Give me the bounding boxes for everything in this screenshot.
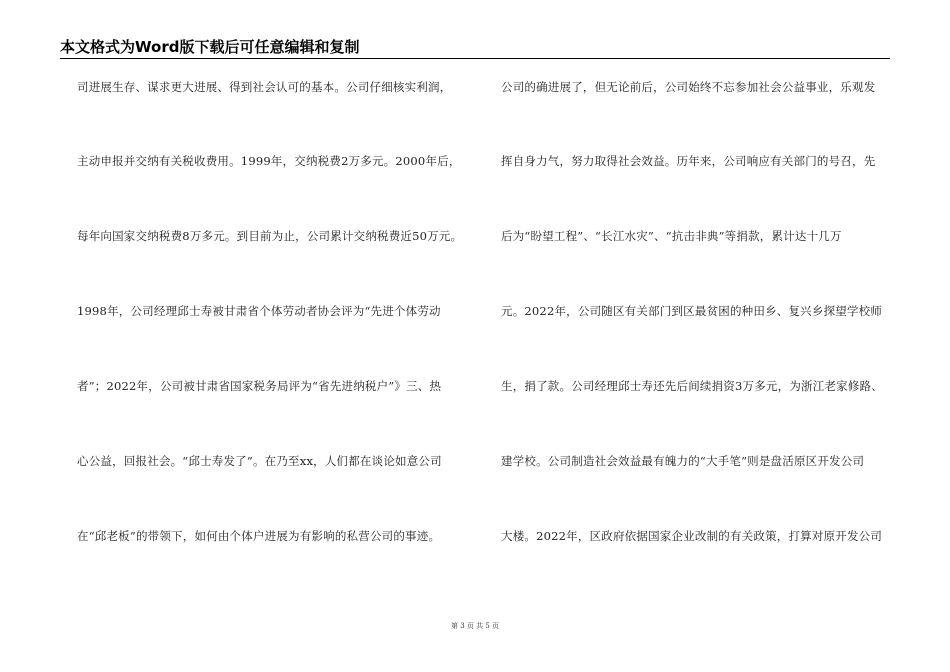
- right-line-1: 公司的确进展了，但无论前后，公司始终不忘参加社会公益事业，乐观发: [501, 80, 876, 94]
- page-number-footer: 第 3 页 共 5 页: [450, 622, 500, 630]
- left-line-7: 在“邱老板”的带领下，如何由个体户进展为有影响的私营公司的事迹。: [77, 529, 441, 543]
- right-line-7: 大楼。2022年，区政府依据国家企业改制的有关政策，打算对原开发公司: [501, 529, 883, 543]
- right-line-2: 挥自身力气，努力取得社会效益。历年来，公司响应有关部门的号召，先: [501, 154, 876, 168]
- right-line-4: 元。2022年，公司随区有关部门到区最贫困的种田乡、复兴乡探望学校师: [501, 304, 883, 318]
- left-line-6: 心公益，回报社会。“邱士寿发了”。在乃至xx，人们都在谈论如意公司: [77, 454, 442, 468]
- document-header-title: 本文格式为Word版下载后可任意编辑和复制: [60, 38, 360, 56]
- right-line-6: 建学校。公司制造社会效益最有魄力的“大手笔”则是盘活原区开发公司: [501, 454, 865, 468]
- header-divider: [60, 58, 890, 59]
- left-line-5: 者”；2022年，公司被甘肃省国家税务局评为“省先进纳税户”》三、热: [77, 379, 442, 393]
- right-line-3: 后为“盼望工程”、“长江水灾”、“抗击非典”等捐款，累计达十几万: [501, 229, 842, 243]
- left-line-2: 主动申报并交纳有关税收费用。1999年，交纳税费2万多元。2000年后，: [77, 154, 461, 168]
- right-line-5: 生，捐了款。公司经理邱士寿还先后间续捐资3万多元，为浙江老家修路、: [501, 379, 883, 393]
- left-line-3: 每年向国家交纳税费8万多元。到目前为止，公司累计交纳税费近50万元。: [77, 229, 463, 243]
- left-line-1: 司进展生存、谋求更大进展、得到社会认可的基本。公司仔细核实利润，: [77, 80, 452, 94]
- left-line-4: 1998年，公司经理邱士寿被甘肃省个体劳动者协会评为“先进个体劳动: [77, 304, 441, 318]
